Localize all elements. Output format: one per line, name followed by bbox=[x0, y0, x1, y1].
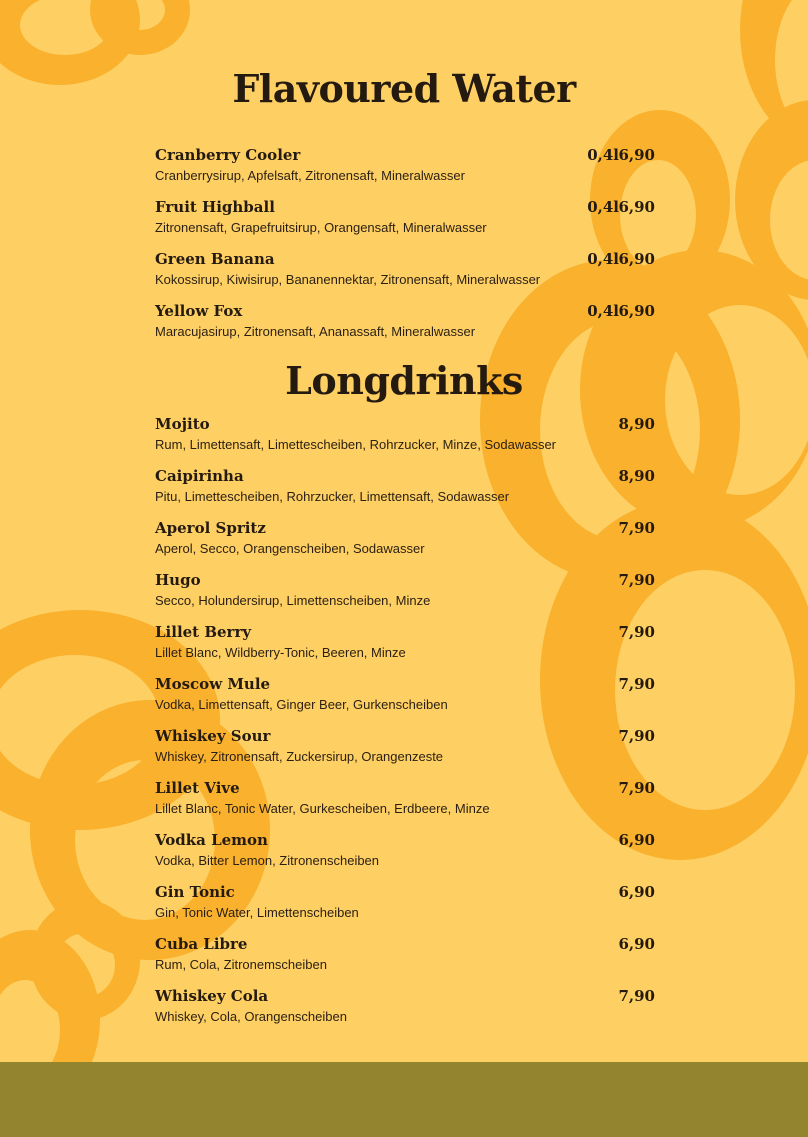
item-description: Whiskey, Zitronensaft, Zuckersirup, Orangenzeste bbox=[155, 749, 444, 764]
item-name: Gin Tonic bbox=[155, 883, 235, 901]
item-price: 7,90 bbox=[618, 571, 655, 589]
item-name: Fruit Highball bbox=[155, 198, 275, 216]
menu-item bbox=[155, 571, 655, 615]
item-description: Rum, Cola, Zitronemscheiben bbox=[155, 957, 327, 972]
item-description: Lillet Blanc, Tonic Water, Gurkescheiben, Erdbeere, Minze bbox=[155, 801, 490, 816]
item-description: Vodka, Bitter Lemon, Zitronenscheiben bbox=[155, 853, 380, 868]
menu-item bbox=[155, 198, 655, 242]
item-price: 6,90 bbox=[618, 146, 655, 164]
item-price: 7,90 bbox=[618, 675, 655, 693]
item-description: Zitronensaft, Grapefruitsirup, Orangensaft, Mineralwasser bbox=[155, 220, 487, 235]
item-description: Gin, Tonic Water, Limettenscheiben bbox=[155, 905, 359, 920]
menu-item bbox=[155, 987, 655, 1031]
menu-item bbox=[155, 831, 655, 875]
item-price: 7,90 bbox=[618, 779, 655, 797]
item-price: 6,90 bbox=[618, 831, 655, 849]
item-name: Cuba Libre bbox=[155, 935, 248, 953]
section-title-longdrinks: Longdrinks bbox=[285, 358, 523, 403]
item-description: Aperol, Secco, Orangenscheiben, Sodawasser bbox=[155, 541, 425, 556]
item-description: Kokossirup, Kiwisirup, Bananennektar, Zitronensaft, Mineralwasser bbox=[155, 272, 541, 287]
menu-item bbox=[155, 415, 655, 459]
item-description: Pitu, Limettescheiben, Rohrzucker, Limettensaft, Sodawasser bbox=[155, 489, 510, 504]
item-name: Moscow Mule bbox=[155, 675, 271, 693]
item-description: Secco, Holundersirup, Limettenscheiben, Minze bbox=[155, 593, 431, 608]
item-volume: 0,4l bbox=[587, 250, 619, 268]
item-name: Green Banana bbox=[155, 250, 275, 268]
item-name: Yellow Fox bbox=[155, 302, 243, 320]
item-description: Rum, Limettensaft, Limettescheiben, Rohrzucker, Minze, Sodawasser bbox=[155, 437, 557, 452]
item-name: Mojito bbox=[155, 415, 210, 433]
item-description: Whiskey, Cola, Orangenscheiben bbox=[155, 1009, 347, 1024]
item-name: Hugo bbox=[155, 571, 201, 589]
item-price: 6,90 bbox=[618, 883, 655, 901]
section-title-flavoured-water: Flavoured Water bbox=[232, 66, 576, 111]
item-price: 8,90 bbox=[618, 415, 655, 433]
menu-item bbox=[155, 935, 655, 979]
item-price: 6,90 bbox=[618, 250, 655, 268]
item-name: Whiskey Sour bbox=[155, 727, 271, 745]
item-price: 7,90 bbox=[618, 727, 655, 745]
menu-item bbox=[155, 146, 655, 190]
item-price: 6,90 bbox=[618, 198, 655, 216]
item-name: Caipirinha bbox=[155, 467, 244, 485]
item-price: 6,90 bbox=[618, 935, 655, 953]
item-name: Aperol Spritz bbox=[155, 519, 266, 537]
item-description: Maracujasirup, Zitronensaft, Ananassaft, Mineralwasser bbox=[155, 324, 476, 339]
item-name: Lillet Vive bbox=[155, 779, 240, 797]
item-description: Vodka, Limettensaft, Ginger Beer, Gurkenscheiben bbox=[155, 697, 448, 712]
item-volume: 0,4l bbox=[587, 302, 619, 320]
item-price: 8,90 bbox=[618, 467, 655, 485]
item-volume: 0,4l bbox=[587, 146, 619, 164]
menu-item bbox=[155, 675, 655, 719]
item-price: 7,90 bbox=[618, 987, 655, 1005]
menu-item bbox=[155, 519, 655, 563]
item-price: 7,90 bbox=[618, 519, 655, 537]
item-description: Cranberrysirup, Apfelsaft, Zitronensaft, Mineralwasser bbox=[155, 168, 465, 183]
menu-item bbox=[155, 250, 655, 294]
item-price: 6,90 bbox=[618, 302, 655, 320]
menu-item bbox=[155, 467, 655, 511]
menu-item bbox=[155, 883, 655, 927]
menu-item bbox=[155, 779, 655, 823]
item-price: 7,90 bbox=[618, 623, 655, 641]
item-name: Cranberry Cooler bbox=[155, 146, 301, 164]
item-name: Lillet Berry bbox=[155, 623, 252, 641]
menu-item bbox=[155, 302, 655, 346]
footer-band bbox=[0, 1062, 808, 1137]
menu-item bbox=[155, 727, 655, 771]
item-volume: 0,4l bbox=[587, 198, 619, 216]
item-name: Vodka Lemon bbox=[155, 831, 268, 849]
item-name: Whiskey Cola bbox=[155, 987, 269, 1005]
item-description: Lillet Blanc, Wildberry-Tonic, Beeren, Minze bbox=[155, 645, 406, 660]
menu-item bbox=[155, 623, 655, 667]
